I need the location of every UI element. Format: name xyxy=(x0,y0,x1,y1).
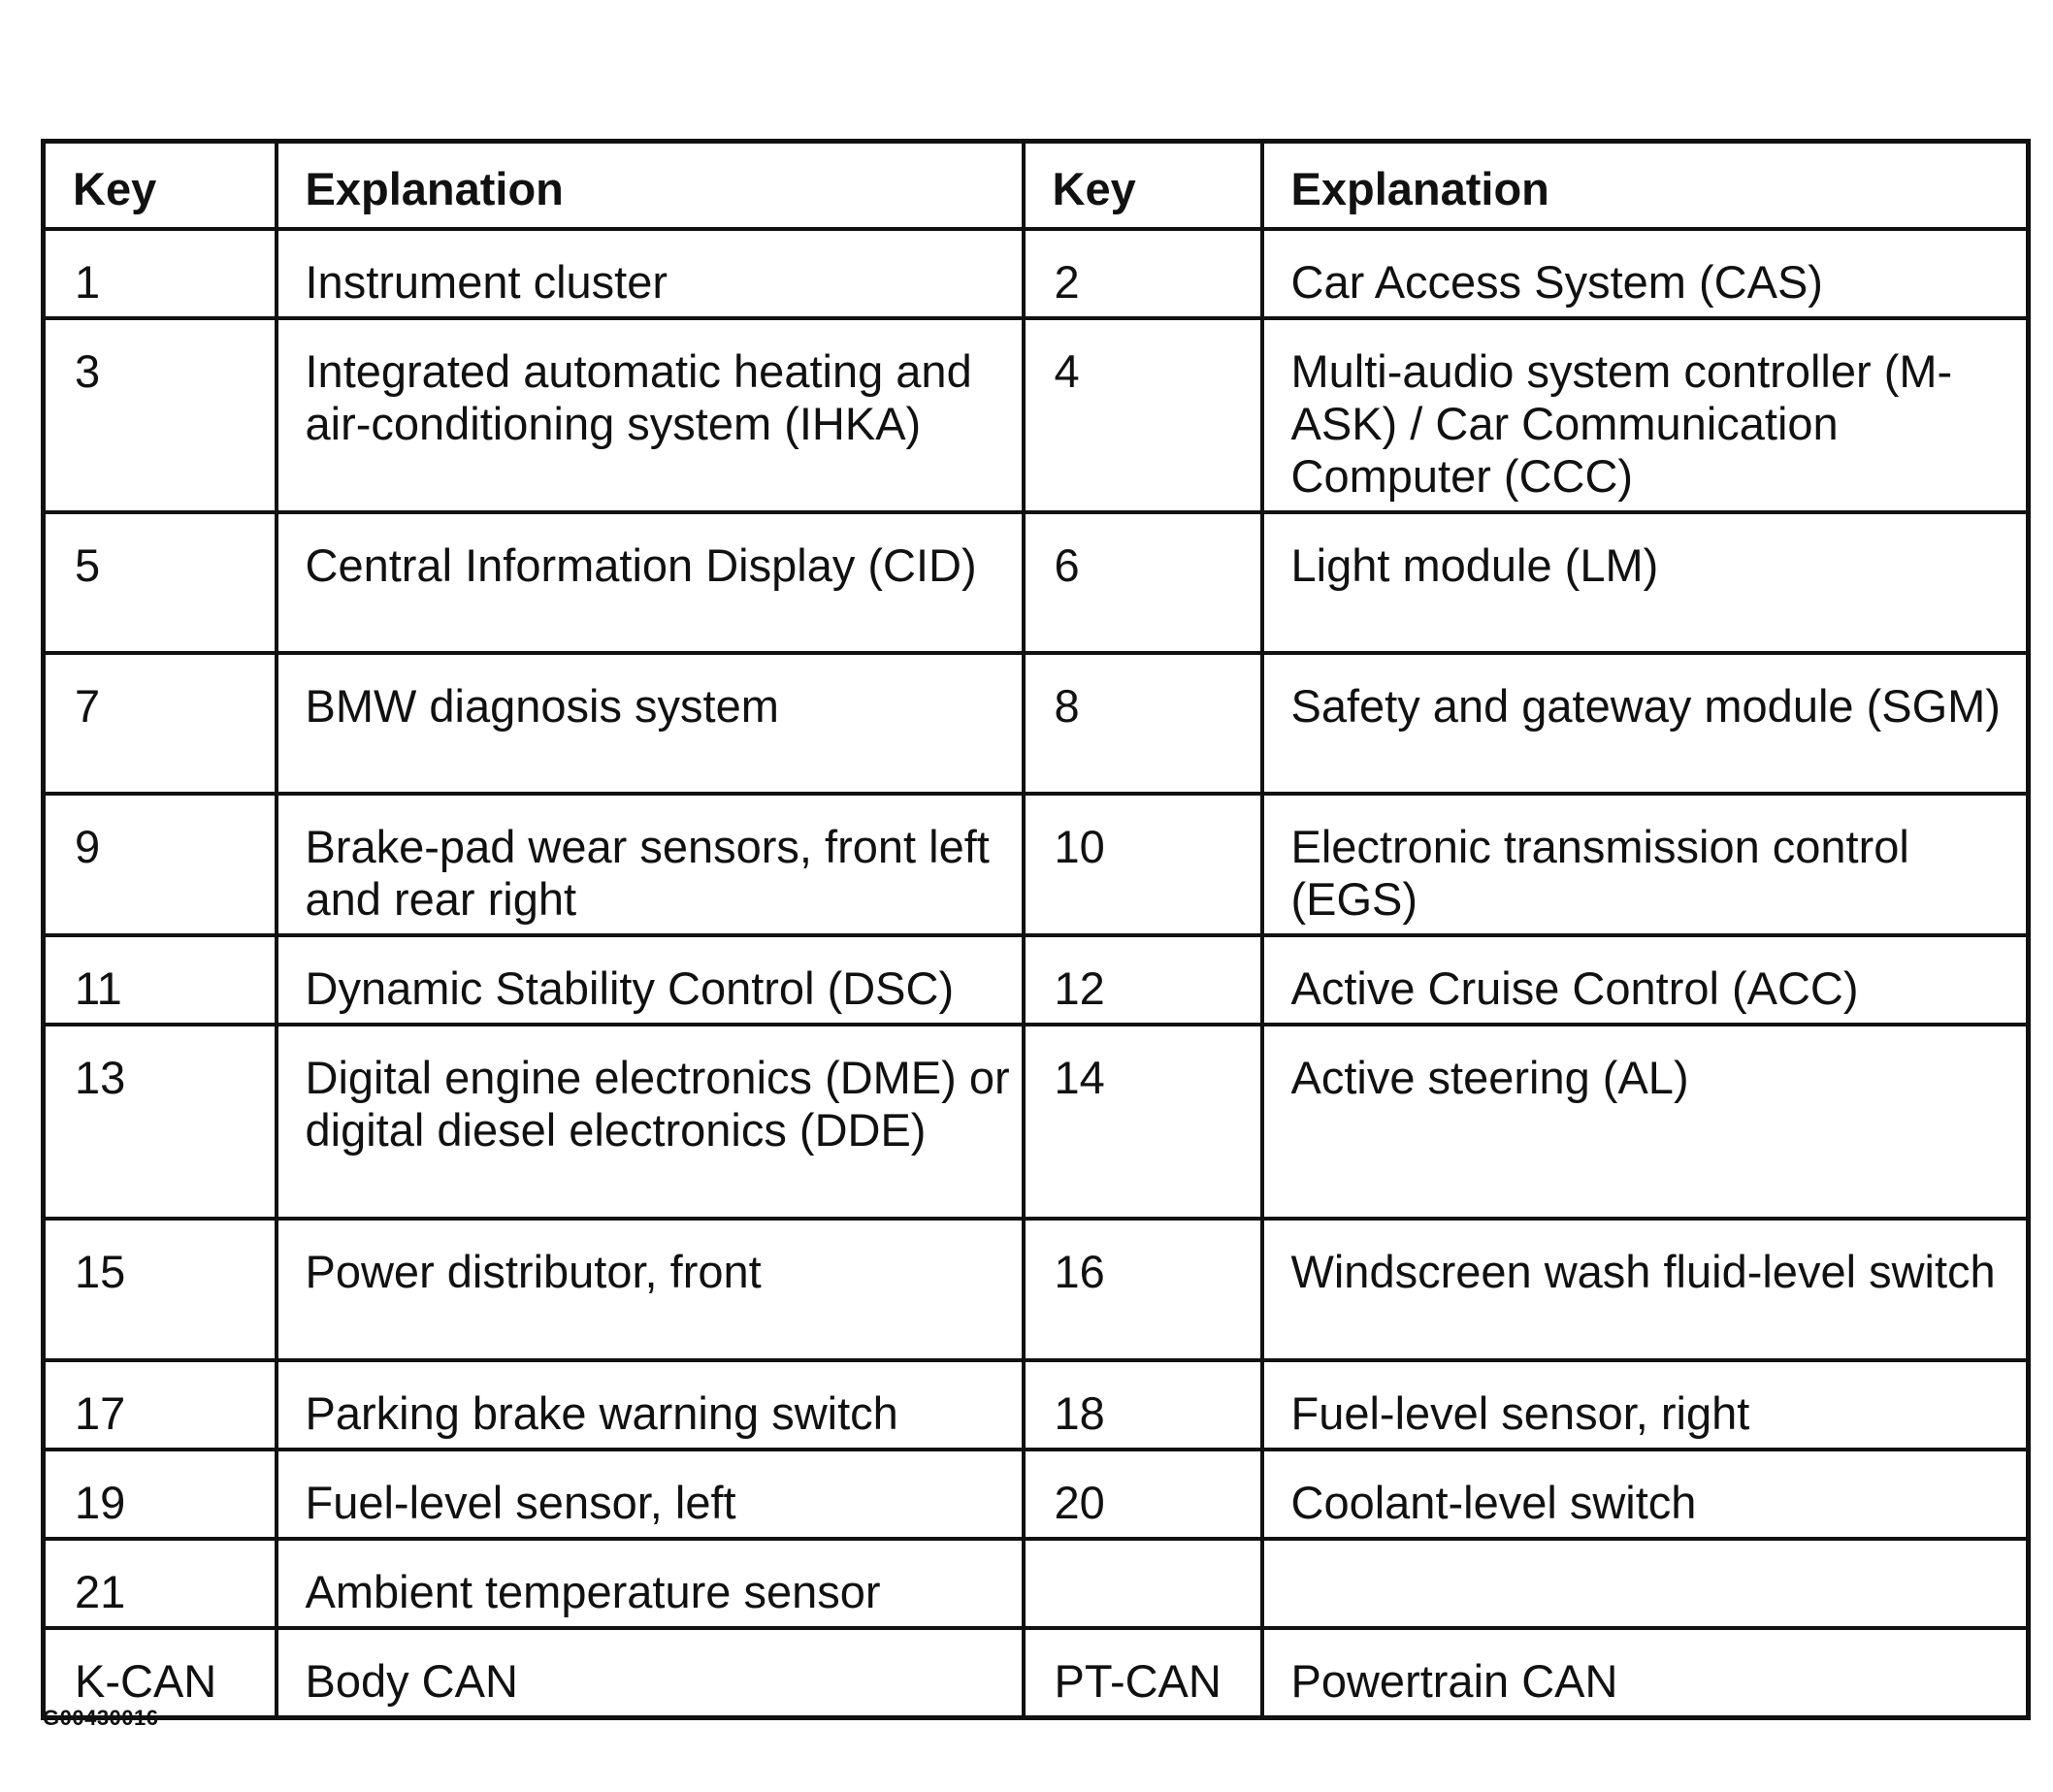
row-explanation-left: BMW diagnosis system xyxy=(277,653,1024,794)
table-row xyxy=(44,1219,2029,1360)
row-explanation-right: Multi-audio system controller (M-ASK) / Car Communication Computer (CCC) xyxy=(1262,318,2029,512)
row-explanation-left: Instrument cluster xyxy=(277,229,1024,318)
header-key-left: Key xyxy=(44,142,277,230)
row-key-left: 21 xyxy=(44,1539,277,1628)
row-key-left: 19 xyxy=(44,1450,277,1539)
key-explanation-table xyxy=(41,139,2031,1720)
table-row xyxy=(44,1539,2029,1628)
row-key-right: 10 xyxy=(1024,794,1262,935)
row-explanation-left: Integrated automatic heating and air-conditioning system (IHKA) xyxy=(277,318,1024,512)
row-explanation-right: Electronic transmission control (EGS) xyxy=(1262,794,2029,935)
row-explanation-left: Body CAN xyxy=(277,1628,1024,1718)
row-explanation-right: Windscreen wash fluid-level switch xyxy=(1262,1219,2029,1360)
row-explanation-left: Parking brake warning switch xyxy=(277,1360,1024,1450)
row-key-right: 12 xyxy=(1024,935,1262,1025)
row-key-left: 9 xyxy=(44,794,277,935)
row-explanation-left: Digital engine electronics (DME) or digital diesel electronics (DDE) xyxy=(277,1025,1024,1219)
row-key-right: 4 xyxy=(1024,318,1262,512)
row-explanation-right: Car Access System (CAS) xyxy=(1262,229,2029,318)
table-row xyxy=(44,935,2029,1025)
row-key-right: 14 xyxy=(1024,1025,1262,1219)
header-key-right: Key xyxy=(1024,142,1262,230)
row-key-right: 2 xyxy=(1024,229,1262,318)
row-explanation-left: Ambient temperature sensor xyxy=(277,1539,1024,1628)
row-key-right: 6 xyxy=(1024,512,1262,653)
table-row xyxy=(44,512,2029,653)
row-key-left: 13 xyxy=(44,1025,277,1219)
row-explanation-right: Fuel-level sensor, right xyxy=(1262,1360,2029,1450)
row-key-left: 3 xyxy=(44,318,277,512)
table-row xyxy=(44,1360,2029,1450)
row-key-right: 20 xyxy=(1024,1450,1262,1539)
row-key-left: 1 xyxy=(44,229,277,318)
row-explanation-right: Coolant-level switch xyxy=(1262,1450,2029,1539)
row-explanation-right: Active Cruise Control (ACC) xyxy=(1262,935,2029,1025)
row-explanation-left: Brake-pad wear sensors, front left and rear right xyxy=(277,794,1024,935)
row-key-left: 11 xyxy=(44,935,277,1025)
row-key-left: 5 xyxy=(44,512,277,653)
row-key-right: 8 xyxy=(1024,653,1262,794)
table-header-row xyxy=(44,142,2029,230)
table-row xyxy=(44,318,2029,512)
row-explanation-right: Safety and gateway module (SGM) xyxy=(1262,653,2029,794)
table-row xyxy=(44,794,2029,935)
row-explanation-left: Dynamic Stability Control (DSC) xyxy=(277,935,1024,1025)
row-explanation-right: Light module (LM) xyxy=(1262,512,2029,653)
row-key-left: 15 xyxy=(44,1219,277,1360)
row-explanation-right: Powertrain CAN xyxy=(1262,1628,2029,1718)
row-explanation-left: Central Information Display (CID) xyxy=(277,512,1024,653)
table-row xyxy=(44,1025,2029,1219)
row-explanation-right: Active steering (AL) xyxy=(1262,1025,2029,1219)
row-explanation-right xyxy=(1262,1539,2029,1628)
row-key-left: 17 xyxy=(44,1360,277,1450)
header-explanation-right: Explanation xyxy=(1262,142,2029,230)
header-explanation-left: Explanation xyxy=(277,142,1024,230)
row-explanation-left: Power distributor, front xyxy=(277,1219,1024,1360)
table-row xyxy=(44,1628,2029,1718)
row-key-left: 7 xyxy=(44,653,277,794)
row-key-left: K-CAN xyxy=(44,1628,277,1718)
table-row xyxy=(44,653,2029,794)
table-row xyxy=(44,1450,2029,1539)
table-row xyxy=(44,229,2029,318)
figure-code: G00430016 xyxy=(43,1706,159,1730)
row-key-right: PT-CAN xyxy=(1024,1628,1262,1718)
table-body xyxy=(44,229,2029,1718)
row-key-right: 16 xyxy=(1024,1219,1262,1360)
row-key-right: 18 xyxy=(1024,1360,1262,1450)
row-explanation-left: Fuel-level sensor, left xyxy=(277,1450,1024,1539)
row-key-right xyxy=(1024,1539,1262,1628)
